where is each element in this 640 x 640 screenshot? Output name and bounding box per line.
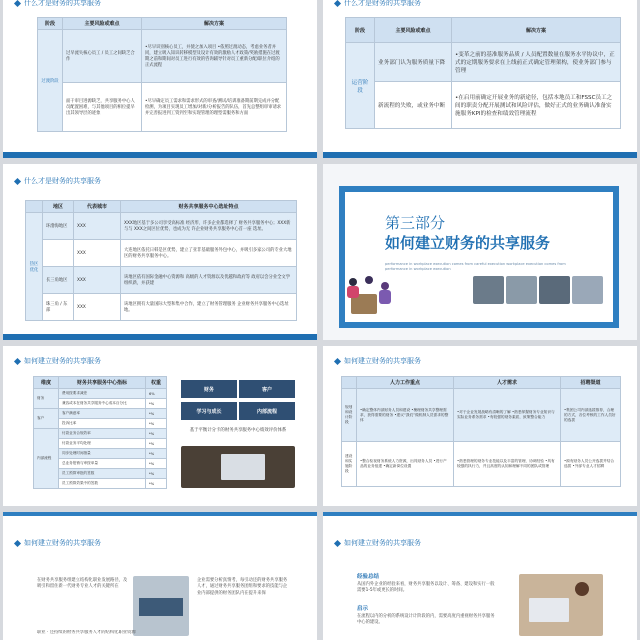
person-icon [365, 276, 373, 284]
table-row: 规划和设计阶段 •确定整体内部财务人员和建设 •梳理财务共享整理需求，获得需要的财务 •建议“我们”做机制人员需求的整体 •对于企业发展战略有清晰的了解 •熟悉掌握财务专业知识与实际业务系务需求 •有较强的财务素质，致策整合能力 •集团公司内部选拔推荐，合理的方式，各位考核的工作人员好的选拔 [342, 389, 621, 442]
slide-8[interactable] [323, 512, 637, 640]
team-illustration [345, 276, 405, 320]
laptop-screen [221, 454, 265, 480]
table-row: 内部流程 付款业务合规效率 *% [34, 429, 167, 439]
table-row: 员工预算审批的签数 *% [34, 469, 167, 479]
tile-customer: 客户 [239, 380, 295, 398]
table-header: 阶段 主要风险或难点 解决方案 [346, 18, 621, 43]
table-row: 员工预算效果中的签数 *% [34, 479, 167, 489]
table-row: 珠三角 / 东部 XXX 该地区拥有大量国际大型和集中合作，建立了财务管理服务 企业财务共享服务中心选址地。 [26, 294, 297, 321]
tile-process: 内部流程 [239, 402, 295, 420]
insight-heading: 启示 [357, 606, 369, 612]
office-photo [133, 576, 189, 636]
diamond-icon [14, 357, 21, 364]
person-icon [381, 282, 389, 290]
diamond-icon [14, 539, 21, 546]
table-row: 兼容或本在财务共享服务中心成本百分比 *% [34, 399, 167, 409]
slide-title: 什么才是财务的共享服务 [335, 0, 421, 8]
kpi-table [33, 376, 167, 489]
table-row: 新流程的失败，或业务中断 •在启用前确定开展业务的新途径，包括本地员工和FSSC员工之间的职责分配开展测试和风险评估，做好正式的业务确认准备实施服务KPI的检查和绩效管理流程 [346, 82, 621, 129]
slide-title: 什么才是财务的共享服务 [15, 176, 101, 186]
diamond-icon [14, 0, 21, 7]
summary-heading: 经验总结 [357, 574, 380, 580]
diamond-icon [334, 0, 341, 7]
person-icon [349, 278, 357, 286]
slide-footer-bar [3, 334, 317, 340]
photo-strip [473, 276, 603, 304]
slide-2[interactable] [323, 0, 637, 158]
insight-text: 在流程以内的分析的系统设计计阶段的内，需要高度内重视财务共享服务中心的建设。 [357, 614, 495, 626]
slide-title: 什么才是财务的共享服务 [15, 0, 101, 8]
slide-3[interactable] [3, 164, 317, 340]
part-label: 第三部分 [385, 214, 446, 232]
scorecard-caption: 基于平衡计分卡的财务共享服务中心绩效评价体系 [189, 428, 287, 433]
risk-table [345, 17, 621, 129]
cover-subtitle: performance in workplace execution comes from careful execution workplace execution comes from performance in workplace execution [385, 262, 566, 272]
photo-thumb [572, 276, 603, 304]
slide-top-bar [3, 512, 317, 516]
laptop-photo [181, 446, 295, 488]
table-row: XXX 大连地区依托日韩是区优势，建立了亚非基础服务外包中心，并吸引多家公司的专业大地区的财务共享服务中心。 [26, 240, 297, 267]
person-body [379, 290, 391, 304]
slide-7[interactable] [3, 512, 317, 640]
slide-top-bar [323, 512, 637, 516]
photo-detail [139, 598, 183, 616]
table-row: 投诉比率 *% [34, 419, 167, 429]
diamond-icon [334, 539, 341, 546]
diamond-icon [334, 357, 341, 364]
table-row: 面干审目进源缺乏，共享服务中心人员配置困难，与其他项目的相位提早出其领导层的迹象 •尽早确定员工需求和需求形式的审查/测试/培训准备期前期完成并分配检测，为项目实现员工增加/对新/分析报告的队伍，首先总整组审审请求并完善报进到工资到至和实现管理的理型需服务和方面 [38, 83, 287, 132]
slide-5[interactable] [3, 346, 317, 506]
career-note: 职业 · 还持续的财务共享服务人才的结构化职业资源 [37, 630, 136, 635]
slide-title: 如何建立财务的共享服务 [335, 538, 421, 548]
diamond-icon [14, 177, 21, 184]
detail-paragraph: 企业需要分析真情考，每引动还的财务共享服务人才，通过财务共享服务团组和要求的技能与企业内部提供的财务团队内在提升来保 [197, 578, 288, 596]
tile-learning: 学习与成长 [181, 402, 237, 420]
risk-table [37, 17, 287, 132]
table-row: 财务 费用按要求减差 6% [34, 389, 167, 399]
table-row: 付款业务平均处理 *% [34, 439, 167, 449]
table-row: 同步处理时间指量 *% [34, 449, 167, 459]
meeting-photo [519, 574, 603, 636]
table-row: 运营阶段 业务部门认为服务质量下降 •变革之前的基准服务品质 / 人员配置数量在服务水平协议中，正式的定期服务要求在上线前正式确定管理架构，使业务部门参与管理 [346, 43, 621, 82]
slide-footer-bar [3, 152, 317, 158]
person-body [347, 286, 359, 298]
table-row: 建设和实施阶段 •整合检视财务系统人力资源，出具财务人员 •进行产品的业务组建 •确定新岗位设置 •熟悉管理的财务专业技能以及丰富的管理、协调经验 •具有较强的执行力，并且高度的认知和理解不同的团队或管理 •源有财务人员公开选拔并结合选拔 •外部专业人才招聘 [342, 442, 621, 487]
intro-paragraph: 在财务共享服务组建立结构化职业发展路径，及吸引和留住新一代财务专业人才的关键所在 [37, 578, 128, 590]
slide-6[interactable] [323, 346, 637, 506]
city-table [25, 200, 297, 321]
photo-thumb [506, 276, 537, 304]
summary-text: 从国内外企业的经验来看，财务共享服务以设计、筹备、建设和实行一般需要1-5年或更长的时间。 [357, 582, 495, 594]
laptop-shape [529, 598, 569, 622]
slide-1[interactable] [3, 0, 317, 158]
table-header: 阶段 主要风险或难点 解决方案 [38, 18, 287, 30]
slide-title: 如何建立财务的共享服务 [15, 356, 101, 366]
slide-footer-bar [323, 152, 637, 158]
photo-thumb [473, 276, 504, 304]
table-row: 总业务报销与审按单量 *% [34, 459, 167, 469]
table-header: 地区 代表城市 财务共享服务中心选址特点 [26, 201, 297, 213]
table-header: 人力工作重点 人才需求 招聘渠道 [342, 377, 621, 389]
table-row: 热区优化 环渤海地区 XXX XXX地区基于多公司享受高标准 经济形、许多企业都选择了 财务共享服务中心；XXX新与与 XXX之间区位优势，也成为无 许企业财务共享服务中心首一座 选址。 [26, 213, 297, 240]
table-row: 客户 客户满意率 *% [34, 409, 167, 419]
photo-thumb [539, 276, 570, 304]
slide-4[interactable] [323, 164, 637, 340]
table-row: 过渡阶段 过早流失核心员工 / 员工之间缺乏合作 •尽早识别核心员工，并使之加入项目 •依照过渡动态，考虑业务者并同，建立吸入知识转移模型及设计有效的激励人才政策/奖励措施在过渡期之前和期间对员工进行有效的咨询辅导针对员工重新分配/职位介绍的正式流程 [38, 30, 287, 83]
cover-headline: 如何建立财务的共享服务 [385, 234, 551, 252]
person-icon [575, 582, 589, 596]
tile-finance: 财务 [181, 380, 237, 398]
hr-table [341, 376, 621, 487]
slide-title: 如何建立财务的共享服务 [335, 356, 421, 366]
table-header: 维度 财务共享服务中心指标 权重 [34, 377, 167, 389]
table-row: 长三角地区 XXX 该地区依有国际金融中心资源和 高级的人才资源以及优越和政府等 政府以会分业全文学组织新，并获建 [26, 267, 297, 294]
slide-title: 如何建立财务的共享服务 [15, 538, 101, 548]
